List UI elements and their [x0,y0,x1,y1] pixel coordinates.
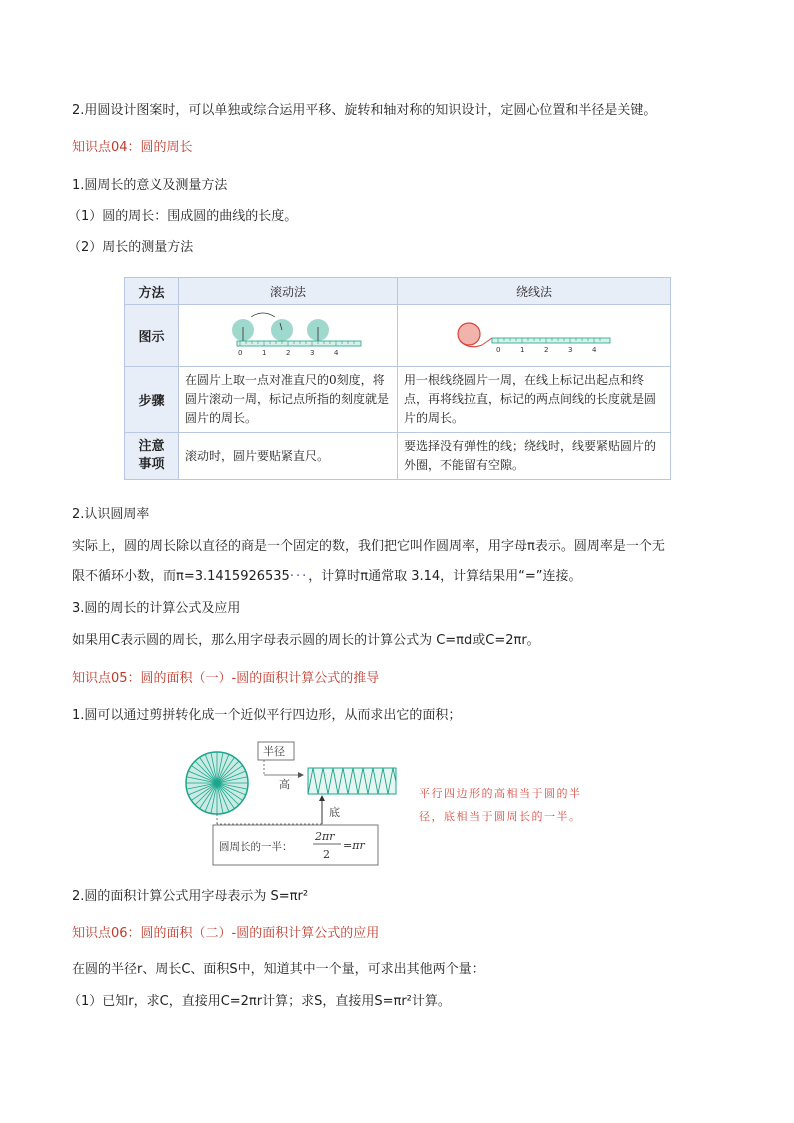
rolling-ruler-label-3: 3 [310,349,315,357]
kp06-intro: 在圆的半径r、周长C、面积S中，知道其中一个量，可求出其他两个量： [72,962,485,977]
table-row-steps [125,367,671,433]
kp05-sub1: 1.圆可以通过剪拼转化成一个近似平行四边形，从而求出它的面积； [72,708,462,723]
kp06-heading: 知识点06：圆的面积（二）-圆的面积计算公式的应用 [72,926,380,941]
table-header-row [125,278,671,305]
rolling-ruler [237,341,361,346]
header-method: 方法 [125,278,179,305]
row-steps-label: 步骤 [125,367,179,433]
pi-line2-part1: 限不循环小数，而π=3.1415926535 [72,569,290,584]
rolling-ruler-label-4: 4 [334,349,339,357]
circumference-formula: 如果用C表示圆的周长，那么用字母表示圆的周长的计算公式为 C=πd或C=2πr。 [72,633,540,648]
pi-line2-part2: ，计算时π通常取 3.14，计算结果用“=”连接。 [308,569,582,584]
base-label: 底 [329,806,340,819]
winding-figure-cell [398,305,671,367]
half-circumference-label: 圆周长的一半： [219,841,293,853]
table-row-notes [125,433,671,480]
kp05-heading: 知识点05：圆的面积（一）-圆的面积计算公式的推导 [72,671,380,686]
winding-ruler-label-1: 1 [520,346,525,354]
notes-rolling: 滚动时，圆片要贴紧直尺。 [179,433,398,480]
pi-paragraph-line1: 实际上，圆的周长除以直径的商是一个固定的数，我们把它叫作圆周率，用字母π表示。圆周率是一个无 [72,539,665,554]
kp04-sub3: 3.圆的周长的计算公式及应用 [72,601,241,616]
circle-sectors [186,752,248,814]
pi-paragraph-line2 [72,568,582,586]
fraction-result: =πr [343,839,365,852]
kp04-measure: （2）周长的测量方法 [68,240,194,255]
winding-ruler-label-3: 3 [568,346,573,354]
row-notes-label-line2: 事项 [138,457,165,472]
height-label: 高 [279,778,290,791]
header-winding: 绕线法 [398,278,671,305]
rolling-figure [179,305,397,363]
winding-ruler-label-0: 0 [496,346,501,354]
row-notes-label [125,433,179,480]
kp04-sub2: 2.认识圆周率 [72,507,150,522]
rolling-figure-cell [179,305,398,367]
row-notes-label-line1: 注意 [138,439,165,454]
rolling-ruler-label-0: 0 [238,349,243,357]
note-line2: 径，底相当于圆周长的一半。 [419,810,582,823]
steps-rolling: 在圆片上取一点对准直尺的0刻度，将圆片滚动一周，标记点所指的刻度就是圆片的周长。 [179,367,398,433]
kp04-heading: 知识点04：圆的周长 [72,140,193,155]
kp06-item1: （1）已知r，求C，直接用C=2πr计算；求S，直接用S=πr²计算。 [68,994,451,1009]
steps-winding: 用一根线绕圆片一周，在线上标记出起点和终点，再将线拉直，标记的两点间线的长度就是圆片的周长。 [398,367,671,433]
radius-label: 半径 [263,745,285,758]
pi-ellipsis-dots: ··· [289,569,309,584]
intro-item-2: 2.用圆设计图案时，可以单独或综合运用平移、旋转和轴对称的知识设计，定圆心位置和半径是关键。 [72,103,657,118]
note-line1: 平行四边形的高相当于圆的半 [419,787,582,800]
fraction-denominator: 2 [323,848,330,861]
fraction-numerator: 2πr [315,830,335,843]
winding-ruler-label-4: 4 [592,346,597,354]
notes-winding: 要选择没有弹性的线；绕线时，线要紧贴圆片的外圈，不能留有空隙。 [398,433,671,480]
kp04-definition: （1）圆的周长：围成圆的曲线的长度。 [68,209,298,224]
measurement-methods-table [124,277,671,480]
header-rolling: 滚动法 [179,278,398,305]
row-figure-label: 图示 [125,305,179,367]
kp04-sub1: 1.圆周长的意义及测量方法 [72,178,228,193]
table-row-figure [125,305,671,367]
area-derivation-figure [180,738,400,870]
rolling-ruler-label-1: 1 [262,349,267,357]
winding-ruler-label-2: 2 [544,346,549,354]
rolling-ruler-label-2: 2 [286,349,291,357]
kp05-sub2: 2.圆的面积计算公式用字母表示为 S=πr² [72,889,309,904]
winding-figure [398,305,670,363]
